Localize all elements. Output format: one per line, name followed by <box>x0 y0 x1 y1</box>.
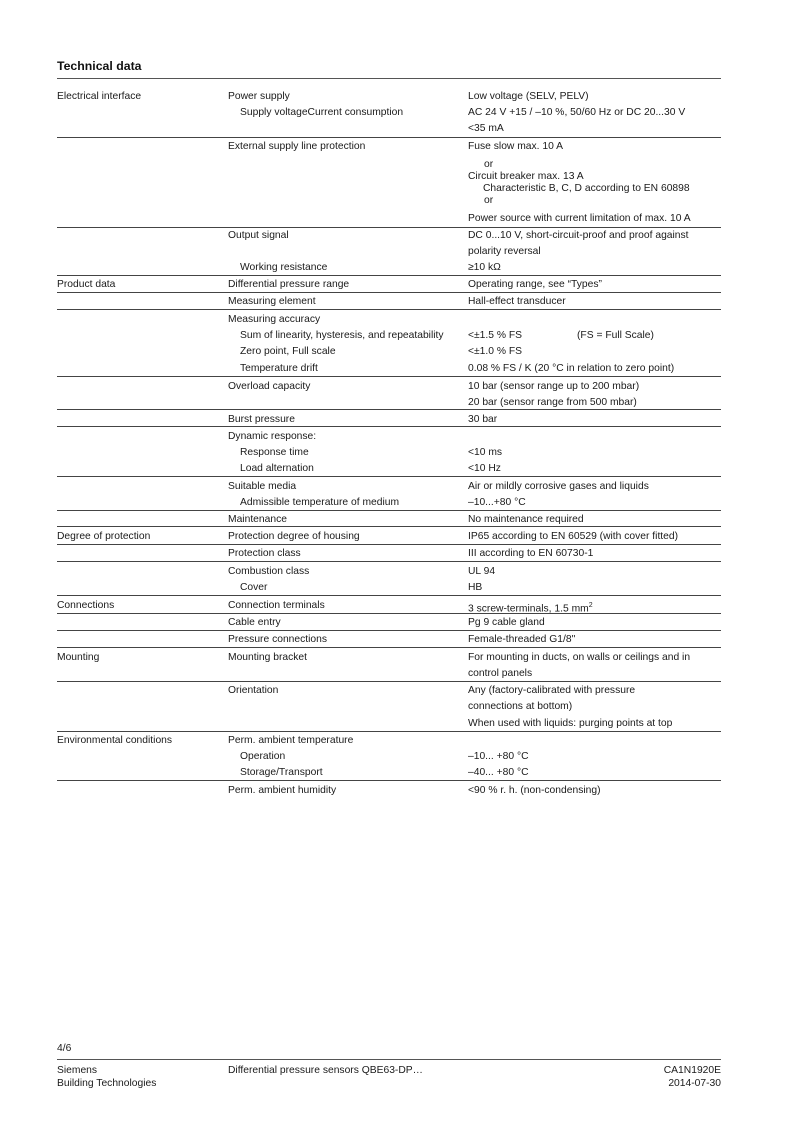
value-text: –10...+80 °C <box>468 497 526 508</box>
value-text: ≥10 kΩ <box>468 262 501 273</box>
parameter-label: Pressure connections <box>228 634 328 645</box>
value-text: 30 bar <box>468 414 498 425</box>
table-row <box>57 139 721 155</box>
table-row <box>57 479 721 495</box>
table-row <box>57 716 721 732</box>
category-label: Electrical interface <box>57 91 142 102</box>
value-text: polarity reversal <box>468 246 541 257</box>
parameter-label: Output signal <box>228 230 289 241</box>
document-date: 2014-07-30 <box>668 1078 721 1089</box>
unit-superscript: 2 <box>588 602 593 609</box>
value-text: Female-threaded G1/8" <box>468 634 576 645</box>
table-row <box>57 171 721 183</box>
value-text: HB <box>468 582 483 593</box>
parameter-label: Perm. ambient humidity <box>228 785 337 796</box>
table-row <box>57 277 721 293</box>
table-row <box>57 733 721 749</box>
sub-parameter-label: Cover <box>240 582 268 593</box>
value-text: Low voltage (SELV, PELV) <box>468 91 589 102</box>
category-label: Environmental conditions <box>57 735 173 746</box>
footer-product: Differential pressure sensors QBE63-DP… <box>228 1065 423 1076</box>
parameter-label: Measuring element <box>228 296 316 307</box>
parameter-label: Combustion class <box>228 566 310 577</box>
value-text: or <box>484 195 494 206</box>
table-row <box>57 564 721 580</box>
table-row <box>57 699 721 715</box>
table-row <box>57 395 721 410</box>
parameter-label: Mounting bracket <box>228 652 307 663</box>
category-label: Mounting <box>57 652 100 663</box>
table-row <box>57 89 721 105</box>
parameter-label: Power supply <box>228 91 290 102</box>
parameter-label: Cable entry <box>228 617 281 628</box>
value-text: Air or mildly corrosive gases and liquids <box>468 481 649 492</box>
value-text: IP65 according to EN 60529 (with cover fitted) <box>468 531 679 542</box>
value-text: For mounting in ducts, on walls or ceilings and in <box>468 652 691 663</box>
sub-parameter-label: Zero point, Full scale <box>240 346 336 357</box>
table-row <box>57 228 721 244</box>
parameter-label: Burst pressure <box>228 414 295 425</box>
sub-parameter-label: Storage/Transport <box>240 767 323 778</box>
value-text: 20 bar (sensor range from 500 mbar) <box>468 397 637 408</box>
parameter-label: Suitable media <box>228 481 297 492</box>
table-row <box>57 312 721 328</box>
sub-parameter-label: Sum of linearity, hysteresis, and repeatability <box>240 330 444 341</box>
value-text: AC 24 V +15 / –10 %, 50/60 Hz or DC 20...30 V <box>468 107 686 118</box>
fs-note: (FS = Full Scale) <box>577 330 654 341</box>
table-row <box>57 195 721 207</box>
parameter-label: Differential pressure range <box>228 279 350 290</box>
category-label: Connections <box>57 600 115 611</box>
table-row <box>57 615 721 631</box>
value-text: <90 % r. h. (non-condensing) <box>468 785 601 796</box>
division-name: Building Technologies <box>57 1078 157 1089</box>
sub-parameter-label: Working resistance <box>240 262 328 273</box>
value-text: Operating range, see “Types” <box>468 279 602 290</box>
parameter-label: Maintenance <box>228 514 287 525</box>
footer-docinfo <box>664 1064 721 1090</box>
value-text: <10 Hz <box>468 463 501 474</box>
table-row <box>57 183 721 195</box>
value-text: When used with liquids: purging points at top <box>468 718 673 729</box>
value-text: <10 ms <box>468 447 503 458</box>
value-text: 10 bar (sensor range up to 200 mbar) <box>468 381 640 392</box>
company-name: Siemens <box>57 1065 98 1076</box>
table-row <box>57 580 721 596</box>
category-label: Product data <box>57 279 116 290</box>
parameter-label: Protection degree of housing <box>228 531 360 542</box>
table-row <box>57 546 721 562</box>
table-row <box>57 529 721 545</box>
table-row <box>57 461 721 477</box>
parameter-label: Dynamic response: <box>228 431 317 442</box>
parameter-label: Measuring accuracy <box>228 314 321 325</box>
sub-parameter-label: Load alternation <box>240 463 314 474</box>
sub-parameter-label: Temperature drift <box>240 363 318 374</box>
value-main: 3 screw-terminals, 1.5 mm <box>468 603 589 615</box>
sub-parameter-label: Supply voltageCurrent consumption <box>240 107 404 118</box>
table-row <box>57 361 721 377</box>
value-text: <±1.0 % FS <box>468 346 523 357</box>
footer-rule <box>57 1059 721 1060</box>
table-row <box>57 683 721 699</box>
table-row <box>57 666 721 682</box>
parameter-label: Orientation <box>228 685 279 696</box>
section-title: Technical data <box>57 59 142 73</box>
value-text: Circuit breaker max. 13 A <box>468 171 584 182</box>
table-row <box>57 412 721 427</box>
table-row <box>57 260 721 276</box>
table-row <box>57 379 721 395</box>
value-text: <35 mA <box>468 123 504 134</box>
parameter-label: Perm. ambient temperature <box>228 735 354 746</box>
parameter-label: External supply line protection <box>228 141 366 152</box>
table-row <box>57 328 721 344</box>
table-row <box>57 650 721 666</box>
table-row <box>57 294 721 310</box>
table-row <box>57 765 721 781</box>
value-text: DC 0...10 V, short-circuit-proof and proof against <box>468 230 689 241</box>
value-text: –10... +80 °C <box>468 751 529 762</box>
sub-parameter-label: Operation <box>240 751 286 762</box>
footer-company <box>57 1064 156 1090</box>
table-row <box>57 211 721 228</box>
table-row <box>57 445 721 461</box>
value-text: connections at bottom) <box>468 701 573 712</box>
title-rule <box>57 78 721 79</box>
parameter-label: Protection class <box>228 548 301 559</box>
value-text: 0.08 % FS / K (20 °C in relation to zero point) <box>468 363 675 374</box>
value-text: UL 94 <box>468 566 496 577</box>
parameter-label: Overload capacity <box>228 381 311 392</box>
table-row <box>57 512 721 527</box>
parameter-label: Connection terminals <box>228 600 325 611</box>
page-number: 4/6 <box>57 1043 72 1054</box>
table-row <box>57 159 721 171</box>
value-text: III according to EN 60730-1 <box>468 548 594 559</box>
value-text: Any (factory-calibrated with pressure <box>468 685 636 696</box>
table-row <box>57 244 721 260</box>
table-row <box>57 121 721 138</box>
table-row <box>57 749 721 765</box>
value-text: No maintenance required <box>468 514 584 525</box>
value-text: Power source with current limitation of max. 10 A <box>468 213 691 224</box>
table-row <box>57 344 721 360</box>
value-text: or <box>484 159 494 170</box>
category-label: Degree of protection <box>57 531 151 542</box>
sub-parameter-label: Admissible temperature of medium <box>240 497 400 508</box>
value-text: Pg 9 cable gland <box>468 617 545 628</box>
value-text: Fuse slow max. 10 A <box>468 141 563 152</box>
value-text: <±1.5 % FS <box>468 330 523 341</box>
table-row <box>57 783 721 799</box>
value-text: control panels <box>468 668 533 679</box>
sub-parameter-label: Response time <box>240 447 309 458</box>
document-id: CA1N1920E <box>663 1065 721 1076</box>
value-text: –40... +80 °C <box>468 767 529 778</box>
table-row <box>57 105 721 121</box>
value-text: Characteristic B, C, D according to EN 60898 <box>483 183 690 194</box>
value-text: Hall-effect transducer <box>468 296 566 307</box>
table-row <box>57 429 721 445</box>
table-row <box>57 598 721 614</box>
table-row <box>57 632 721 648</box>
table-row <box>57 495 721 511</box>
